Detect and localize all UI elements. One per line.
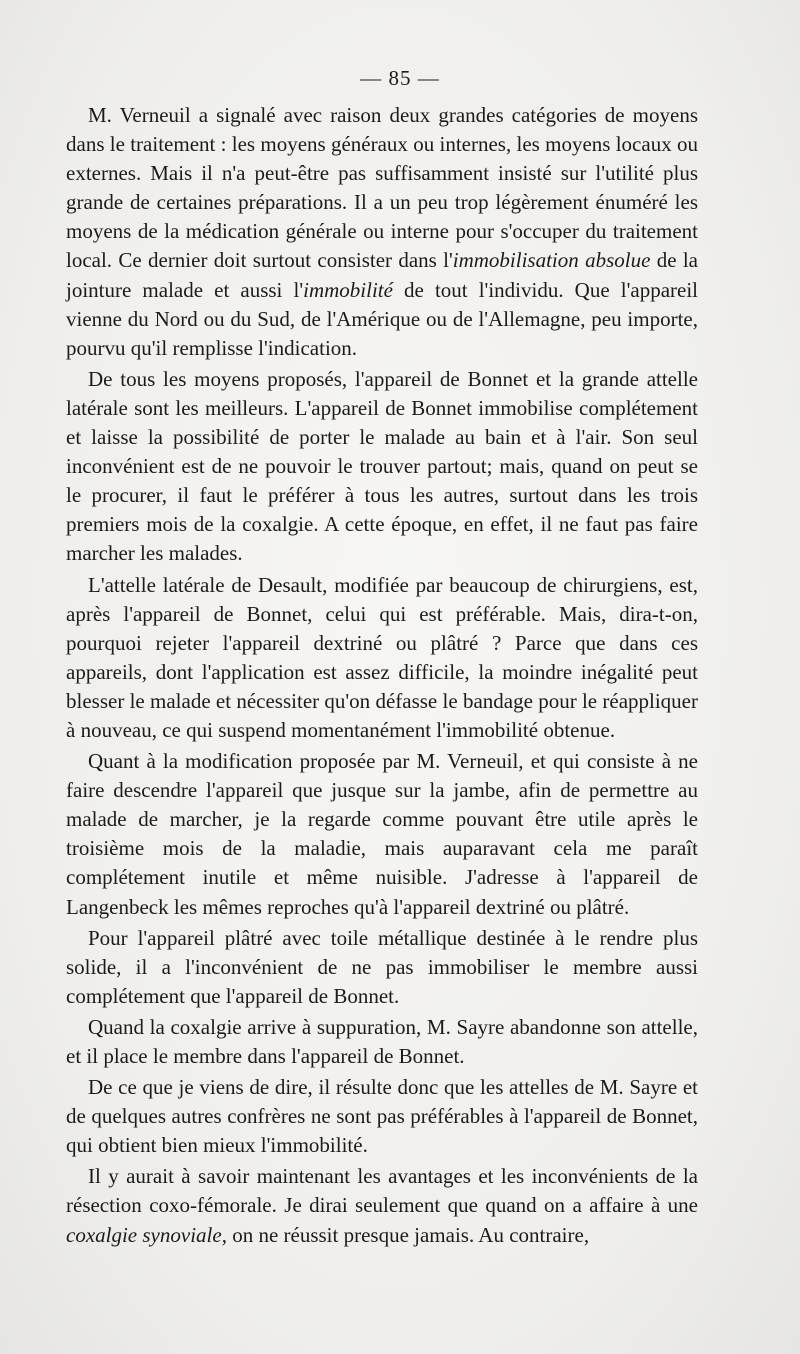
text-run: M. Verneuil a signalé avec raison deux grandes catégories de moyens dans le traitement : les moyens généraux ou internes, les moyens locaux ou externes. Mais il n'a peut-être pas suffisamment insisté sur l'utilité plus grande de certaines préparations. Il a un peu trop légèrement énuméré les moyens de la médication générale ou interne pour s'occuper du traitement local. Ce dernier doit surtout consister dans l' — [66, 103, 698, 273]
paragraph — [66, 365, 698, 569]
text-run: Quant à la modification proposée par M. Verneuil, et qui consiste à ne faire descendre l'appareil que jusque sur la jambe, afin de permettre au malade de marcher, je la regarde comme pouvant être utile après le troisième mois de la maladie, mais auparavant cela me paraît complétement inutile et même nuisible. J'adresse à l'appareil de Langenbeck les mêmes reproches qu'à l'appareil dextriné ou plâtré. — [66, 749, 698, 919]
paragraph — [66, 571, 698, 746]
italic-phrase: immobilité — [303, 277, 393, 302]
paragraph — [66, 1162, 698, 1249]
text-run: De tous les moyens proposés, l'appareil de Bonnet et la grande attelle latérale sont les meilleurs. L'appareil de Bonnet immobilise complétement et laisse la possibilité de porter le malade au bain et à l'air. Son seul inconvénient est de ne pouvoir le trouver partout; mais, quand on peut se le procurer, il faut le préférer à tous les autres, surtout dans les trois premiers mois de la coxalgie. A cette époque, en effet, il ne faut pas faire marcher les malades. — [66, 366, 698, 566]
paragraph — [66, 1013, 698, 1071]
text-run: , on ne réussit presque jamais. Au contraire, — [221, 1222, 590, 1247]
paragraph — [66, 1073, 698, 1160]
text-run: de la jointure malade et aussi l' — [66, 248, 698, 302]
paragraph — [66, 924, 698, 1011]
page-number: — 85 — — [360, 66, 440, 90]
text-run: de tout l'individu. Que l'appareil vienne du Nord ou du Sud, de l'Amérique ou de l'Allemagne, peu importe, pourvu qu'il remplisse l'indication. — [66, 277, 698, 360]
text-run: Il y aurait à savoir maintenant les avantages et les inconvénients de la résection coxo-fémorale. Je dirai seulement que quand on a affaire à une — [66, 1164, 698, 1218]
text-run: L'attelle latérale de Desault, modifiée par beaucoup de chirurgiens, est, après l'appareil de Bonnet, celui qui est préférable. Mais, dira-t-on, pourquoi rejeter l'appareil dextriné ou plâtré ? Parce que dans ces appareils, dont l'application est assez difficile, la moindre inégalité peut blesser le malade et nécessiter qu'on défasse le bandage pour le réappliquer à nouveau, ce qui suspend momentanément l'immobilité obtenue. — [66, 572, 698, 742]
italic-phrase: immobilisation absolue — [452, 248, 651, 273]
paragraph — [66, 747, 698, 922]
text-run: De ce que je viens de dire, il résulte donc que les attelles de M. Sayre et de quelques autres confrères ne sont pas préférables à l'appareil de Bonnet, qui obtient bien mieux l'immobilité. — [66, 1075, 698, 1158]
italic-phrase: coxalgie synoviale — [66, 1222, 222, 1247]
text-run: Pour l'appareil plâtré avec toile métallique destinée à le rendre plus solide, il a l'inconvénient de ne pas immobiliser le membre aussi complétement que l'appareil de Bonnet. — [66, 925, 698, 1008]
paragraph — [66, 101, 698, 363]
body-text — [66, 101, 698, 1252]
text-run: Quand la coxalgie arrive à suppuration, M. Sayre abandonne son attelle, et il place le membre dans l'appareil de Bonnet. — [66, 1014, 698, 1068]
